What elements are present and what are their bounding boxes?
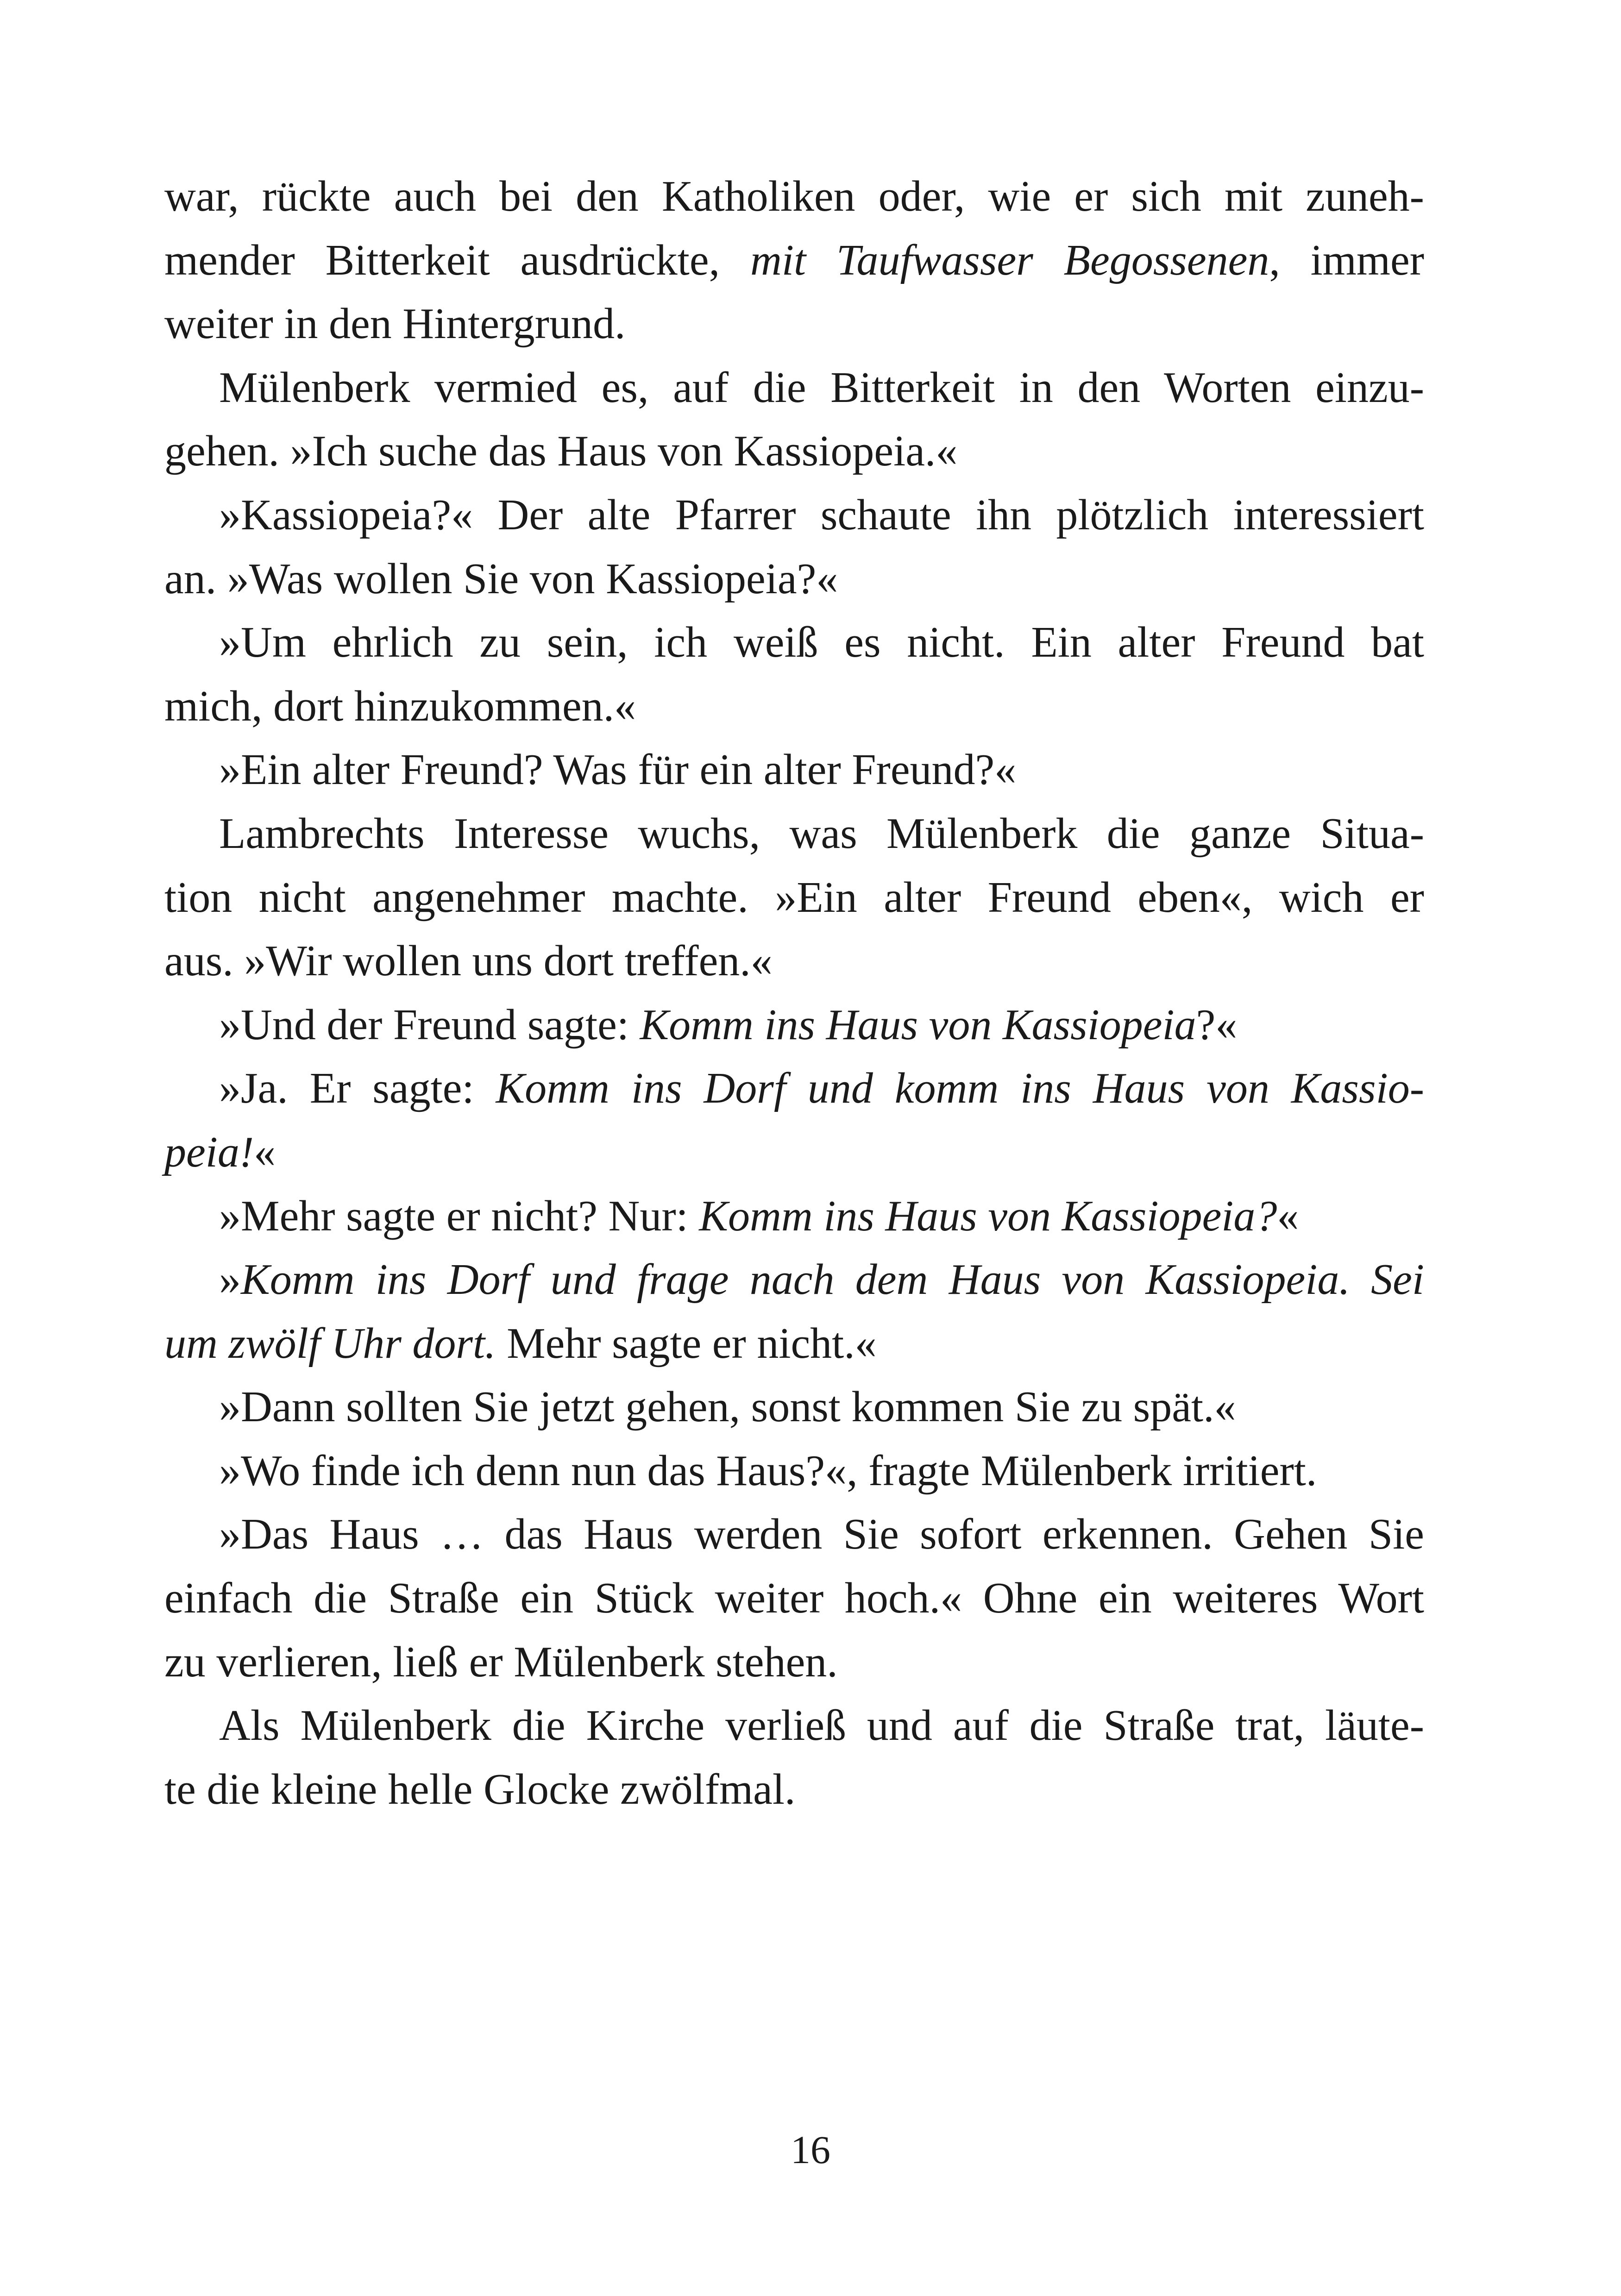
page-number: 16 (791, 2127, 830, 2172)
text-segment: » (219, 1255, 241, 1304)
text-line (164, 738, 1424, 802)
text-segment: war, rückte auch bei den Katholiken oder, wie er sich mit zuneh- (164, 172, 1424, 220)
paragraph (164, 1185, 1424, 1248)
text-segment: ?« (1196, 1000, 1238, 1049)
text-line (164, 165, 1424, 229)
text-line (164, 1567, 1424, 1631)
italic-text: mit Taufwasser Begossenen (750, 236, 1269, 284)
paragraph (164, 165, 1424, 356)
paragraph (164, 483, 1424, 611)
paragraph (164, 738, 1424, 802)
text-line (164, 993, 1424, 1057)
text-segment: te die kleine helle Glocke zwölfmal. (164, 1765, 796, 1813)
text-segment: Mülenberk vermied es, auf die Bitterkeit in den Worten einzu- (219, 363, 1424, 412)
text-block (164, 165, 1424, 1821)
paragraph (164, 1694, 1424, 1821)
text-line (164, 547, 1424, 611)
text-segment: »Kassiopeia?« Der alte Pfarrer schaute ihn plötzlich interessiert (219, 490, 1424, 539)
text-segment: »Um ehrlich zu sein, ich weiß es nicht. Ein alter Freund bat (219, 618, 1424, 667)
text-segment: »Und der Freund sagte: (219, 1000, 640, 1049)
text-line (164, 1121, 1424, 1185)
paragraph (164, 993, 1424, 1057)
paragraph (164, 1439, 1424, 1503)
text-segment: Lambrechts Interesse wuchs, was Mülenberk die ganze Situa- (219, 809, 1424, 858)
text-segment: weiter in den Hintergrund. (164, 300, 626, 348)
text-segment: aus. »Wir wollen uns dort treffen.« (164, 937, 773, 985)
text-segment: gehen. »Ich suche das Haus von Kassiopeia.« (164, 427, 958, 476)
text-segment: »Wo finde ich denn nun das Haus?«, fragte Mülenberk irritiert. (219, 1446, 1317, 1495)
text-segment: mender Bitterkeit ausdrückte, (164, 236, 750, 284)
italic-text: Komm ins Dorf und komm ins Haus von Kassio- (496, 1064, 1424, 1113)
paragraph (164, 1057, 1424, 1184)
text-line (164, 675, 1424, 739)
paragraph (164, 802, 1424, 993)
text-segment: « (1277, 1192, 1299, 1240)
paragraph (164, 1248, 1424, 1375)
text-line (164, 1375, 1424, 1439)
text-line (164, 866, 1424, 930)
paragraph (164, 1375, 1424, 1439)
text-segment: einfach die Straße ein Stück weiter hoch.« Ohne ein weiteres Wort (164, 1574, 1424, 1623)
text-line (164, 1312, 1424, 1376)
text-segment: »Ja. Er sagte: (219, 1064, 496, 1113)
text-segment: mich, dort hinzukommen.« (164, 682, 636, 730)
text-segment: Als Mülenberk die Kirche verließ und auf die Straße trat, läute- (219, 1701, 1424, 1750)
text-line (164, 802, 1424, 866)
text-line (164, 929, 1424, 993)
text-line (164, 1248, 1424, 1312)
text-segment: zu verlieren, ließ er Mülenberk stehen. (164, 1637, 838, 1686)
paragraph (164, 611, 1424, 738)
text-segment: , immer (1269, 236, 1424, 284)
text-line (164, 1694, 1424, 1758)
text-line (164, 1631, 1424, 1694)
text-segment: »Das Haus … das Haus werden Sie sofort erkennen. Gehen Sie (219, 1510, 1424, 1559)
text-line (164, 356, 1424, 420)
italic-text: Komm ins Dorf und frage nach dem Haus von Kassiopeia. Sei (241, 1255, 1424, 1304)
text-segment: « (254, 1128, 276, 1176)
text-line (164, 229, 1424, 293)
text-line (164, 1439, 1424, 1503)
text-line (164, 483, 1424, 547)
text-segment: »Dann sollten Sie jetzt gehen, sonst kommen Sie zu spät.« (219, 1383, 1236, 1431)
text-line (164, 1503, 1424, 1567)
text-line (164, 292, 1424, 356)
text-line (164, 1057, 1424, 1121)
paragraph (164, 356, 1424, 483)
text-line (164, 1758, 1424, 1822)
text-segment: Mehr sagte er nicht.« (496, 1319, 877, 1368)
italic-text: um zwölf Uhr dort. (164, 1319, 496, 1368)
paragraph (164, 1503, 1424, 1694)
italic-text: Komm ins Haus von Kassiopeia? (699, 1192, 1277, 1240)
text-segment: »Mehr sagte er nicht? Nur: (219, 1192, 699, 1240)
text-segment: tion nicht angenehmer machte. »Ein alter Freund eben«, wich er (164, 873, 1424, 922)
text-segment: an. »Was wollen Sie von Kassiopeia?« (164, 554, 838, 603)
text-line (164, 420, 1424, 483)
italic-text: Komm ins Haus von Kassiopeia (640, 1000, 1196, 1049)
text-line (164, 611, 1424, 675)
text-segment: »Ein alter Freund? Was für ein alter Freund?« (219, 746, 1017, 794)
italic-text: peia! (164, 1128, 254, 1176)
text-line (164, 1185, 1424, 1248)
